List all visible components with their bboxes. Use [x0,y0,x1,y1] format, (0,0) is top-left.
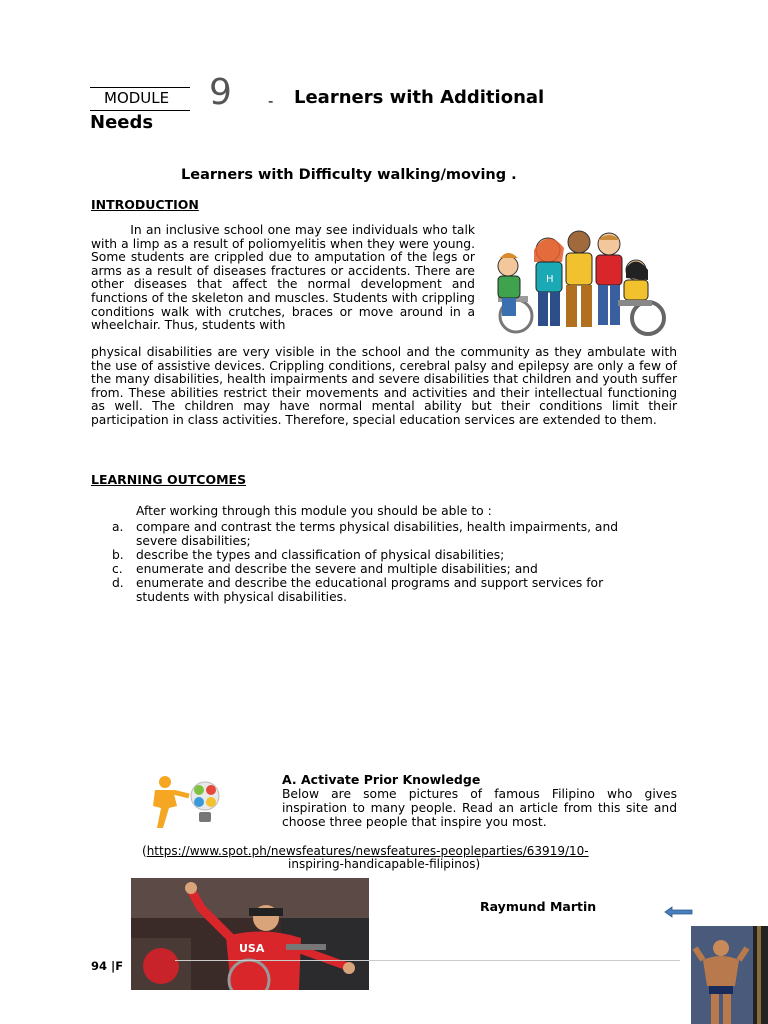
list-marker: d. [112,576,124,590]
svg-text:USA: USA [239,942,265,955]
page-footer: 94 |F [91,959,124,973]
lesson-subtitle: Learners with Difficulty walking/moving . [181,167,517,183]
person-name: Raymund Martin [480,899,597,914]
introduction-paragraph-bottom: physical disabilities are very visible in the school and the community as they ambulate with the use of assistive devices. Crippling conditions, cerebral palsy and epilepsy are only a few of the many disabilities, health impairments and severe disabilities that children and youth suffer from. These abilities restrict their movements and activities and their intellectual functioning as well. The children may have normal mental ability but their conditions limit their participation in class activities. Therefore, special education services are extended to them. [91,345,677,427]
list-item [112,520,652,548]
module-title-line2: Needs [90,112,154,133]
list-item [112,548,652,562]
svg-text:H: H [546,274,554,285]
link-paren: ( [142,844,147,858]
bodybuilder-photo [691,926,768,1024]
idea-lightbulb-icon [143,772,225,832]
learning-outcomes-intro: After working through this module you should be able to : [136,504,492,518]
list-item-text: enumerate and describe the educational programs and support services for students with physical disabilities. [136,576,604,604]
activate-title: A. Activate Prior Knowledge [282,772,481,787]
list-marker: c. [112,562,123,576]
list-item-text: describe the types and classification of physical disabilities; [136,548,505,562]
module-title-line1: Learners with Additional [294,87,545,108]
article-link[interactable]: https://www.spot.ph/newsfeatures/newsfeatures-peopleparties/63919/10- [146,844,589,858]
list-item [112,576,652,604]
module-number: 9 [209,72,232,113]
footer-divider [175,960,680,961]
learning-outcomes-heading: LEARNING OUTCOMES [91,472,247,487]
title-dash: - [268,92,274,110]
learning-outcomes-list [112,520,652,604]
introduction-paragraph-top: In an inclusive school one may see individuals who talk with a limp as a result of poliomyelitis when they were young. Some students are crippled due to amputation of the legs or arms as a result of diseases fractures or accidents. There are other diseases that affect the normal development and functions of the skeleton and muscles. Students with crippling conditions walk with crutches, braces or move around in a wheelchair. Thus, students with [91,223,475,333]
list-marker: b. [112,548,124,562]
introduction-heading: INTRODUCTION [91,197,199,212]
children-group-illustration [486,228,671,338]
left-arrow-icon [664,903,694,915]
article-link-line2: inspiring-handicapable-filipinos) [288,857,481,871]
list-item [112,562,652,576]
article-link-line1 [142,844,589,858]
list-item-text: enumerate and describe the severe and multiple disabilities; and [136,562,538,576]
module-word: MODULE [104,89,170,107]
athlete-photo [131,878,369,990]
list-marker: a. [112,520,124,534]
list-item-text: compare and contrast the terms physical disabilities, health impairments, and severe disabilities; [136,520,619,548]
activate-body: Below are some pictures of famous Filipino who gives inspiration to many people. Read an article from this site and choose three people that inspire you most. [282,787,677,830]
